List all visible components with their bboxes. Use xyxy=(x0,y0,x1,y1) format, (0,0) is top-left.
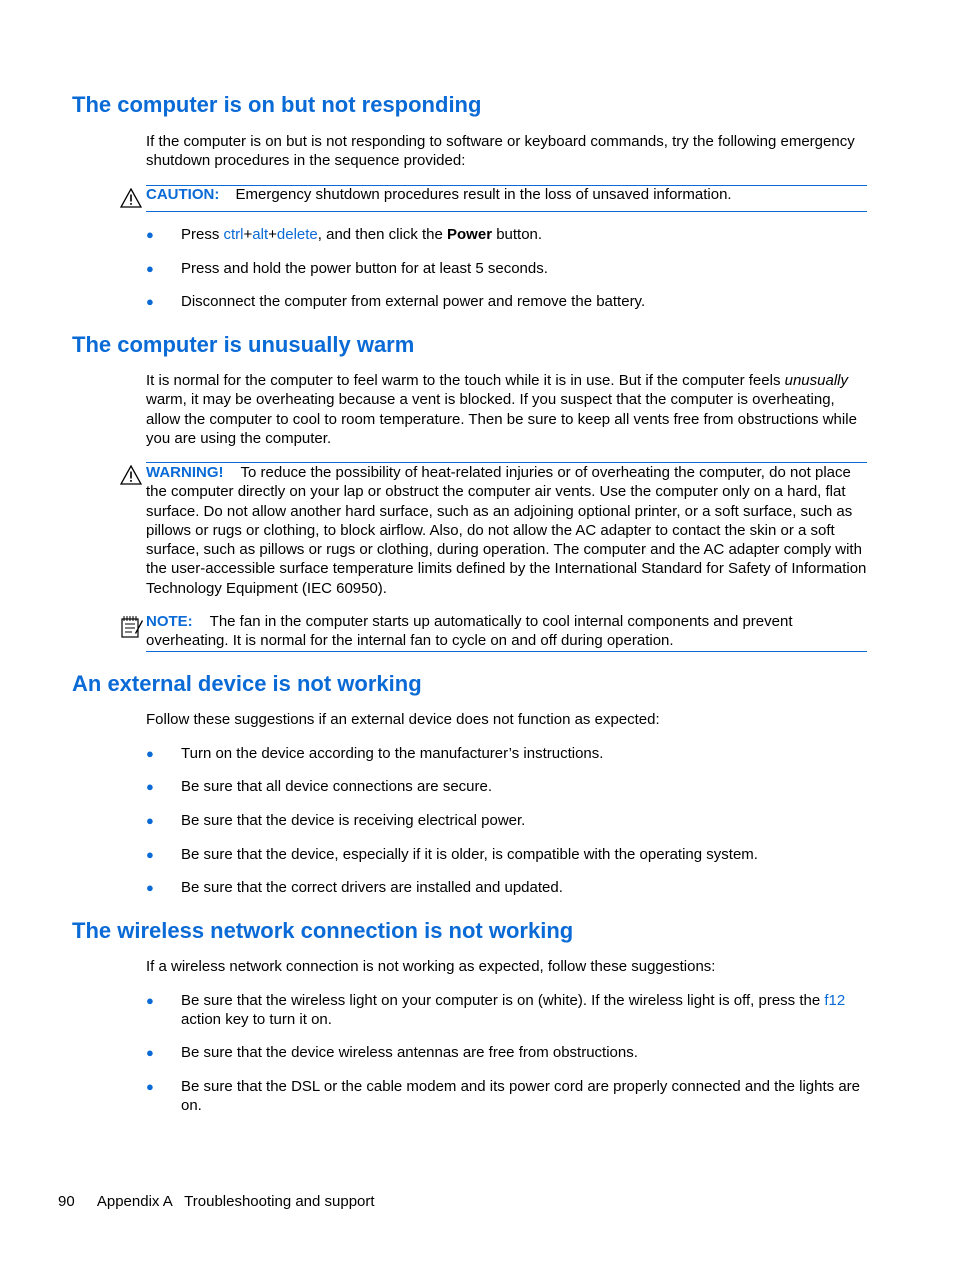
warning-box xyxy=(146,463,870,598)
footer-text: Appendix A Troubleshooting and support xyxy=(96,1193,375,1210)
external-device-intro: Follow these suggestions if an external device does not function as expected: xyxy=(146,711,660,728)
list-item-text: Be sure that the device, especially if it is older, is compatible with the operating system. xyxy=(181,846,758,863)
bullet-icon: ● xyxy=(146,294,154,309)
key-alt: alt xyxy=(252,226,269,243)
bullet-icon: ● xyxy=(146,746,154,761)
key-f12: f12 xyxy=(824,992,846,1009)
bullet-icon: ● xyxy=(146,227,154,242)
bullet-icon: ● xyxy=(146,993,154,1008)
not-responding-intro: If the computer is on but is not responding to software or keyboard commands, try the following emergency shutdown procedures in the sequence provided: xyxy=(146,133,855,170)
bullet-icon: ● xyxy=(146,880,154,895)
bullet-icon: ● xyxy=(146,1079,154,1094)
key-delete: delete xyxy=(276,226,318,243)
list-item-text: Be sure that the correct drivers are installed and updated. xyxy=(181,879,563,896)
note-label: NOTE: xyxy=(146,613,193,630)
caution-triangle-icon xyxy=(120,188,142,213)
list-item-text: Press ctrl+alt+delete, and then click the Power button. xyxy=(181,226,543,243)
list-item-text: Be sure that all device connections are secure. xyxy=(181,778,493,795)
page-number: 90 xyxy=(58,1193,75,1210)
list-item-text: Be sure that the device is receiving electrical power. xyxy=(181,812,526,829)
bullet-icon: ● xyxy=(146,813,154,828)
bullet-icon: ● xyxy=(146,1045,154,1060)
page-footer xyxy=(58,1192,375,1211)
caution-text: Emergency shutdown procedures result in the loss of unsaved information. xyxy=(235,186,732,203)
note-box xyxy=(146,612,870,651)
caution-bottom-rule xyxy=(146,211,867,212)
bullet-icon: ● xyxy=(146,847,154,862)
note-bottom-rule xyxy=(146,651,867,652)
warning-triangle-icon xyxy=(120,465,142,490)
caution-box xyxy=(146,185,870,204)
list-item-text: Be sure that the device wireless antennas are free from obstructions. xyxy=(181,1044,638,1061)
key-ctrl: ctrl xyxy=(223,226,244,243)
power-bold: Power xyxy=(447,226,493,243)
list-item-text: Disconnect the computer from external power and remove the battery. xyxy=(181,293,646,310)
section-heading-unusually-warm: The computer is unusually warm xyxy=(72,332,415,357)
note-pad-icon xyxy=(120,615,144,644)
list-item-text: Press and hold the power button for at least 5 seconds. xyxy=(181,260,548,277)
wireless-intro: If a wireless network connection is not working as expected, follow these suggestions: xyxy=(146,958,716,975)
unusually-emphasis: unusually xyxy=(784,372,849,389)
unusually-warm-intro: It is normal for the computer to feel warm to the touch while it is in use. But if the computer feels unusually warm, it may be overheating because a vent is blocked. If you suspect that the computer is overheating, allow the computer to cool to room temperature. Then be sure to keep all vents free from obstructions while you are using the computer. xyxy=(146,372,857,447)
list-item-text: Be sure that the wireless light on your computer is on (white). If the wireless light is off, press the f12 action key to turn it on. xyxy=(181,992,846,1029)
bullet-icon: ● xyxy=(146,261,154,276)
section-heading-external-device: An external device is not working xyxy=(72,671,422,696)
note-text: The fan in the computer starts up automatically to cool internal components and prevent overheating. It is normal for the internal fan to cycle on and off during operation. xyxy=(146,613,793,650)
bullet-icon: ● xyxy=(146,779,154,794)
section-heading-wireless: The wireless network connection is not working xyxy=(72,918,574,943)
section-heading-not-responding: The computer is on but not responding xyxy=(72,92,482,117)
warning-label: WARNING! xyxy=(146,464,224,481)
list-item-text: Turn on the device according to the manufacturer’s instructions. xyxy=(181,745,604,762)
caution-label: CAUTION: xyxy=(146,186,220,203)
warning-text: To reduce the possibility of heat-related injuries or of overheating the computer, do not place the computer directly on your lap or obstruct the computer air vents. Use the computer only on a hard, flat surface. Do not allow another hard surface, such as an adjoining optional printer, or a soft surface, such as pillows or rugs or clothing, to block airflow. Also, do not allow the AC adapter to contact the skin or a soft surface, such as pillows or rugs or clothing, during operation. The computer and the AC adapter comply with the user-accessible surface temperature limits defined by the International Standard for Safety of Information Technology Equipment (IEC 60950). xyxy=(146,464,867,597)
list-item-text: Be sure that the DSL or the cable modem and its power cord are properly connected and the lights are on. xyxy=(181,1078,860,1115)
